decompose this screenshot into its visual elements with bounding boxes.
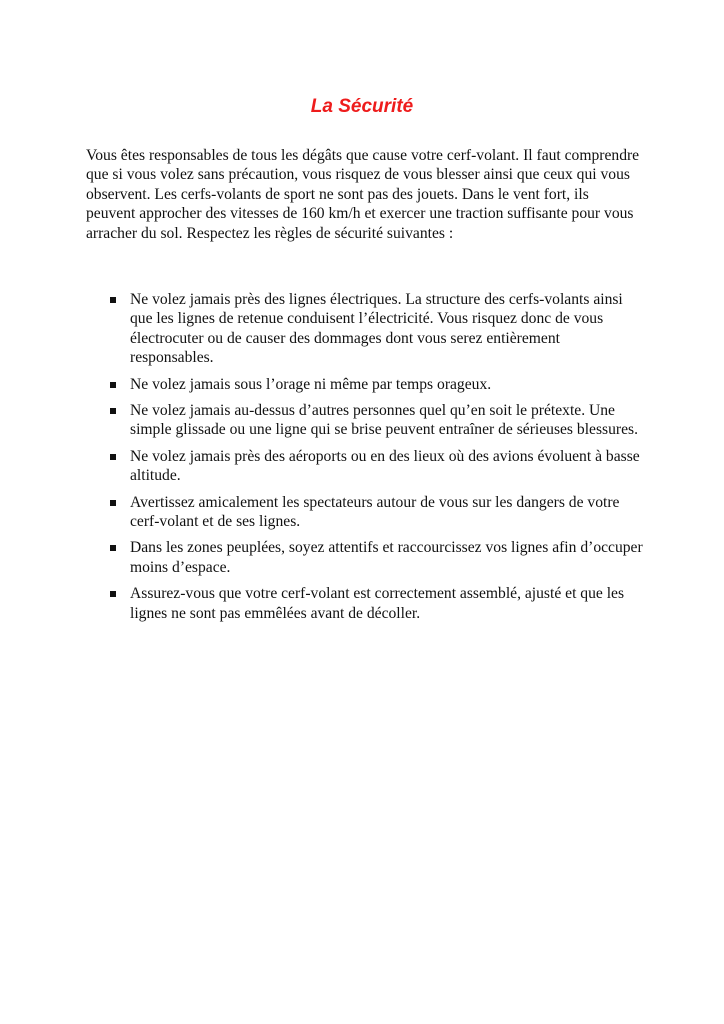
rule-text: Dans les zones peuplées, soyez attentifs et raccourcissez vos lignes afin d’occuper moins d’espace. bbox=[130, 539, 643, 576]
list-item bbox=[0, 375, 644, 394]
square-bullet-icon bbox=[110, 545, 116, 551]
square-bullet-icon bbox=[110, 408, 116, 414]
page-title: La Sécurité bbox=[310, 96, 414, 117]
list-item bbox=[0, 584, 644, 623]
list-item bbox=[0, 290, 644, 368]
square-bullet-icon bbox=[110, 454, 116, 460]
square-bullet-icon bbox=[110, 297, 116, 303]
list-item bbox=[0, 538, 644, 577]
list-item bbox=[0, 493, 644, 532]
rule-text: Avertissez amicalement les spectateurs autour de vous sur les dangers de votre cerf-volant et de ses lignes. bbox=[130, 493, 620, 531]
list-item bbox=[0, 447, 644, 486]
square-bullet-icon bbox=[110, 500, 116, 506]
rule-text: Ne volez jamais près des lignes électriques. La structure des cerfs-volants ainsi que les lignes de retenue conduisent l’électricité. Vous risquez donc de vous électrocuter ou de causer des dommages dont vous serez entièrement responsables. bbox=[130, 291, 623, 367]
rule-text: Assurez-vous que votre cerf-volant est correctement assemblé, ajusté et que les lignes ne sont pas emmêlées avant de décoller. bbox=[130, 585, 625, 622]
safety-rules-list bbox=[0, 290, 724, 630]
rule-text: Ne volez jamais près des aéroports ou en des lieux où des avions évoluent à basse altitude. bbox=[130, 447, 640, 485]
square-bullet-icon bbox=[110, 591, 116, 597]
rule-text: Ne volez jamais sous l’orage ni même par temps orageux. bbox=[130, 375, 492, 393]
list-item bbox=[0, 401, 644, 440]
square-bullet-icon bbox=[110, 382, 116, 388]
rule-text: Ne volez jamais au-dessus d’autres personnes quel qu’en soit le prétexte. Une simple glissade ou une ligne qui se brise peuvent entraîner de sérieuses blessures. bbox=[130, 402, 638, 439]
intro-paragraph: Vous êtes responsables de tous les dégâts que cause votre cerf-volant. Il faut comprendre que si vous volez sans précaution, vous risquez de vous blesser ainsi que ceux qui vous observent. Les cerfs-volants de sport ne sont pas des jouets. Dans le vent fort, ils peuvent approcher des vitesses de 160 km/h et exercer une traction suffisante pour vous arracher du sol. Respectez les règles de sécurité suivantes : bbox=[86, 147, 640, 242]
